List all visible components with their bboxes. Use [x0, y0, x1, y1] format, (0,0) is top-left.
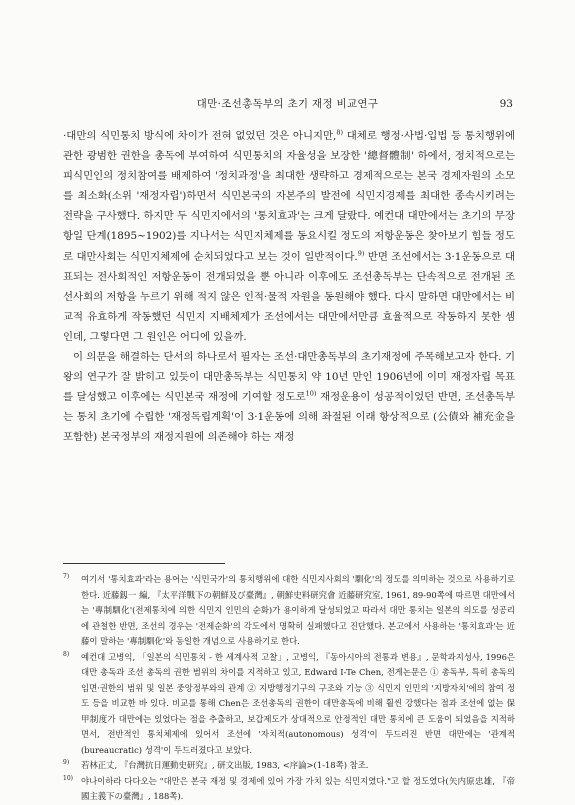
footnote-9 — [63, 758, 515, 774]
paragraph-2: 이 의문을 해결하는 단서의 하나로서 필자는 조선·대만총독부의 초기재정에 주목해보고자 한다. 기왕의 연구가 잘 밝히고 있듯이 대만총독부는 식민통치 약 10년 만인 1906년에 이미 재정자립 목표를 달성했고 이후에는 식민본국 재정에 기여할 정도로$^{10)}$ 재정운용이 성공적이었던 반면, 조선총독부는 통치 초기에 수립한 '재정독립계획'이 3·1운동에 의해 좌절된 이래 항상적으로 (公債와 補充金을 포함한) 본국정부의 재정지원에 의존해야 하는 재정 — [63, 351, 515, 444]
footnote-text: 若林正丈, 『台灣抗日運動史研究』, 研文出版, 1983, <序論>(1-18쪽) 참조. — [81, 760, 369, 770]
footnote-number: 7) — [63, 573, 70, 581]
paragraph-1: ·대만의 식민통치 방식에 차이가 전혀 없었던 것은 아니지만,$^{8)}$ 대체로 행정·사법·입법 등 통치행위에 관한 광범한 권한을 총독에 부여하여 식민통치의 자율성을 보장한 '總督體制' 하에서, 정치적으로는 피식민인의 정치참여를 배제하여 '정치과정'을 최대한 생략하고 경제적으로는 본국 경제자원의 소모를 최소화(소위 '재정자립')하면서 식민본국의 자본주의 발전에 식민지경제를 최대한 종속시키려는 전략을 구사했다. 하지만 두 식민지에서의 '통치효과'는 크게 달랐다. 예컨대 대만에서는 초기의 무장항일 단계(1895~1902)를 지나서는 식민지체제를 동요시킬 정도의 저항운동은 찾아보기 힘들 정도로 대만사회는 식민지체제에 순치되었다고 보는 것이 일반적이다.$^{9)}$ 반면 조선에서는 3·1운동으로 대표되는 전사회적인 저항운동이 전개되었을 뿐 아니라 이후에도 조선총독부는 단속적으로 전개된 조선사회의 저항을 누르기 위해 적지 않은 인적·물적 자원을 동원해야 했다. 다시 말하면 대만에서는 비교적 유효하게 작동했던 식민지 지배체제가 조선에서는 대만에서만큼 효율적으로 작동하지 못한 셈인데, 그렇다면 그 원인은 어디에 있을까. — [63, 128, 515, 343]
footnote-number: 10) — [63, 774, 73, 782]
running-header — [0, 96, 575, 112]
footnote-text: 여기서 '통치효과'라는 용어는 '식민국가'의 통치행위에 대한 식민지사회의 '馴化'의 정도를 의미하는 것으로 사용하기로 한다. 近藤釼一 編, 『太平洋戰下の朝鮮及び臺灣』, 朝鮮史料研究會 近藤研究室, 1961, 89-90쪽에 따르면 대만에서는 '專制馴化'(전제통치에 의한 식민지 인민의 순화)가 용이하게 달성되었고 따라서 대만 통치는 일본의 의도를 성공리에 관철한 반면, 조선의 경우는 '전제순화'의 각도에서 명확히 실패했다고 진단했다. 본고에서 사용하는 '통치효과'는 近藤이 말하는 '專制馴化'와 동일한 개념으로 사용하기로 한다. — [81, 574, 515, 646]
body-text — [63, 126, 515, 448]
footnote-8 — [63, 650, 515, 759]
footnote-number: 8) — [63, 650, 70, 658]
running-title: 대만·조선총독부의 초기 재정 비교연구 — [196, 98, 379, 110]
footnote-7 — [63, 572, 515, 650]
footnote-text: 야나이하라 다다오는 "대만은 본국 재정 및 경제에 있어 가장 가치 있는 식민지였다."고 할 정도였다(矢内原忠雄, 『帝國主義下の臺灣』, 188쪽). — [81, 775, 515, 801]
footnote-text: 예컨대 고병익, 「일본의 식민통치 - 한 세계사적 고찰」, 고병익, 『동아시아의 전통과 변용』, 문학과지성사, 1996은 대만 총독과 조선 총독의 권한 범위의 차이를 지적하고 있고, Edward I-Te Chen, 전게논문은 ① 총독부, 특히 총독의 임면·권한의 범위 및 일본 중앙정부와의 관계 ② 지방행정기구의 구조와 기능 ③ 식민지 인민의 '지방자치'에의 참여 정도 등을 비교한 바 있다. 비교를 통해 Chen은 조선총독의 권한이 대만총독에 비해 훨씬 강했다는 점과 조선에 없는 保甲制度가 대만에는 있었다는 점을 추출하고, 보갑제도가 상대적으로 안정적인 대만 통치에 큰 도움이 되었음을 지적하면서, 전반적인 통치체제에 있어서 조선에 '자치적(autonomous) 성격'이 두드러진 반면 대만에는 '관계적(bureaucratic) 성격'이 두드러졌다고 보았다. — [81, 651, 515, 755]
footnotes — [63, 572, 515, 805]
footnote-number: 9) — [63, 759, 70, 767]
page-number: 93 — [499, 98, 513, 110]
footnote-divider — [63, 563, 225, 564]
